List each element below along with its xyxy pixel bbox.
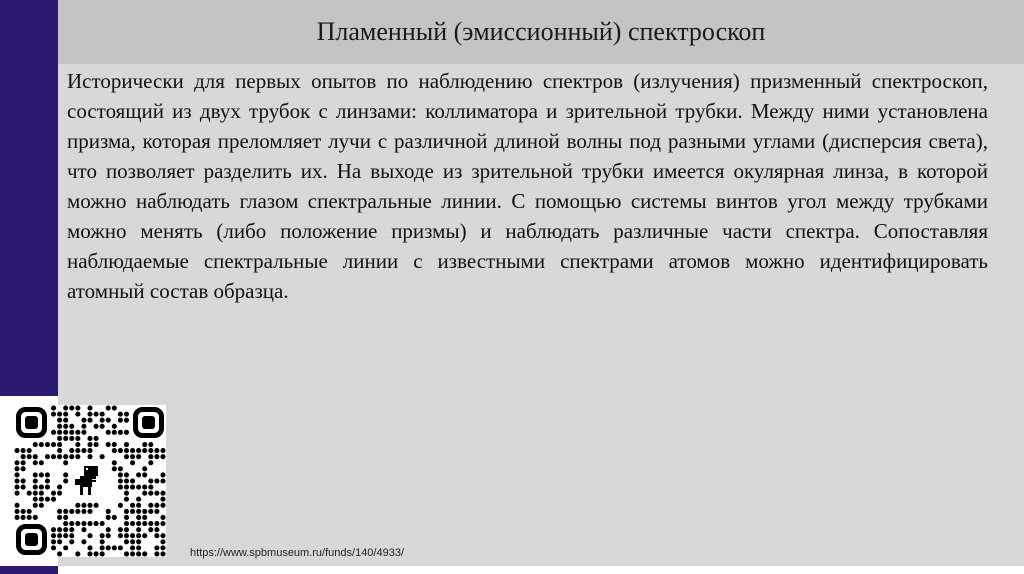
slide-title: Пламенный (эмиссионный) спектроскоп <box>316 17 766 46</box>
slide-body-text: Исторически для первых опытов по наблюдению спектров (излучения) призменный спектроскоп, состоящий из двух трубок с линзами: коллиматора и зрительной трубки. Между ними установлена призма, которая преломляет лучи с различной длиной волны под разными углами (дисперсия света), что позволяет разделить их. На выходе из зрительной трубки имеется окулярная линза, в которой можно наблюдать глазом спектральные линии. С помощью системы винтов угол между трубками можно менять (либо положение призмы) и наблюдать различные части спектра. Сопоставляя наблюдаемые спектральные линии с известными спектрами атомов можно идентифицировать атомный состав образца. <box>67 69 988 303</box>
left-accent-bar-bottom <box>0 566 58 574</box>
left-accent-bar <box>0 0 58 396</box>
title-bar <box>58 0 1024 64</box>
source-link[interactable]: https://www.spbmuseum.ru/funds/140/4933/ <box>190 547 405 559</box>
qr-code-icon[interactable] <box>14 405 166 557</box>
